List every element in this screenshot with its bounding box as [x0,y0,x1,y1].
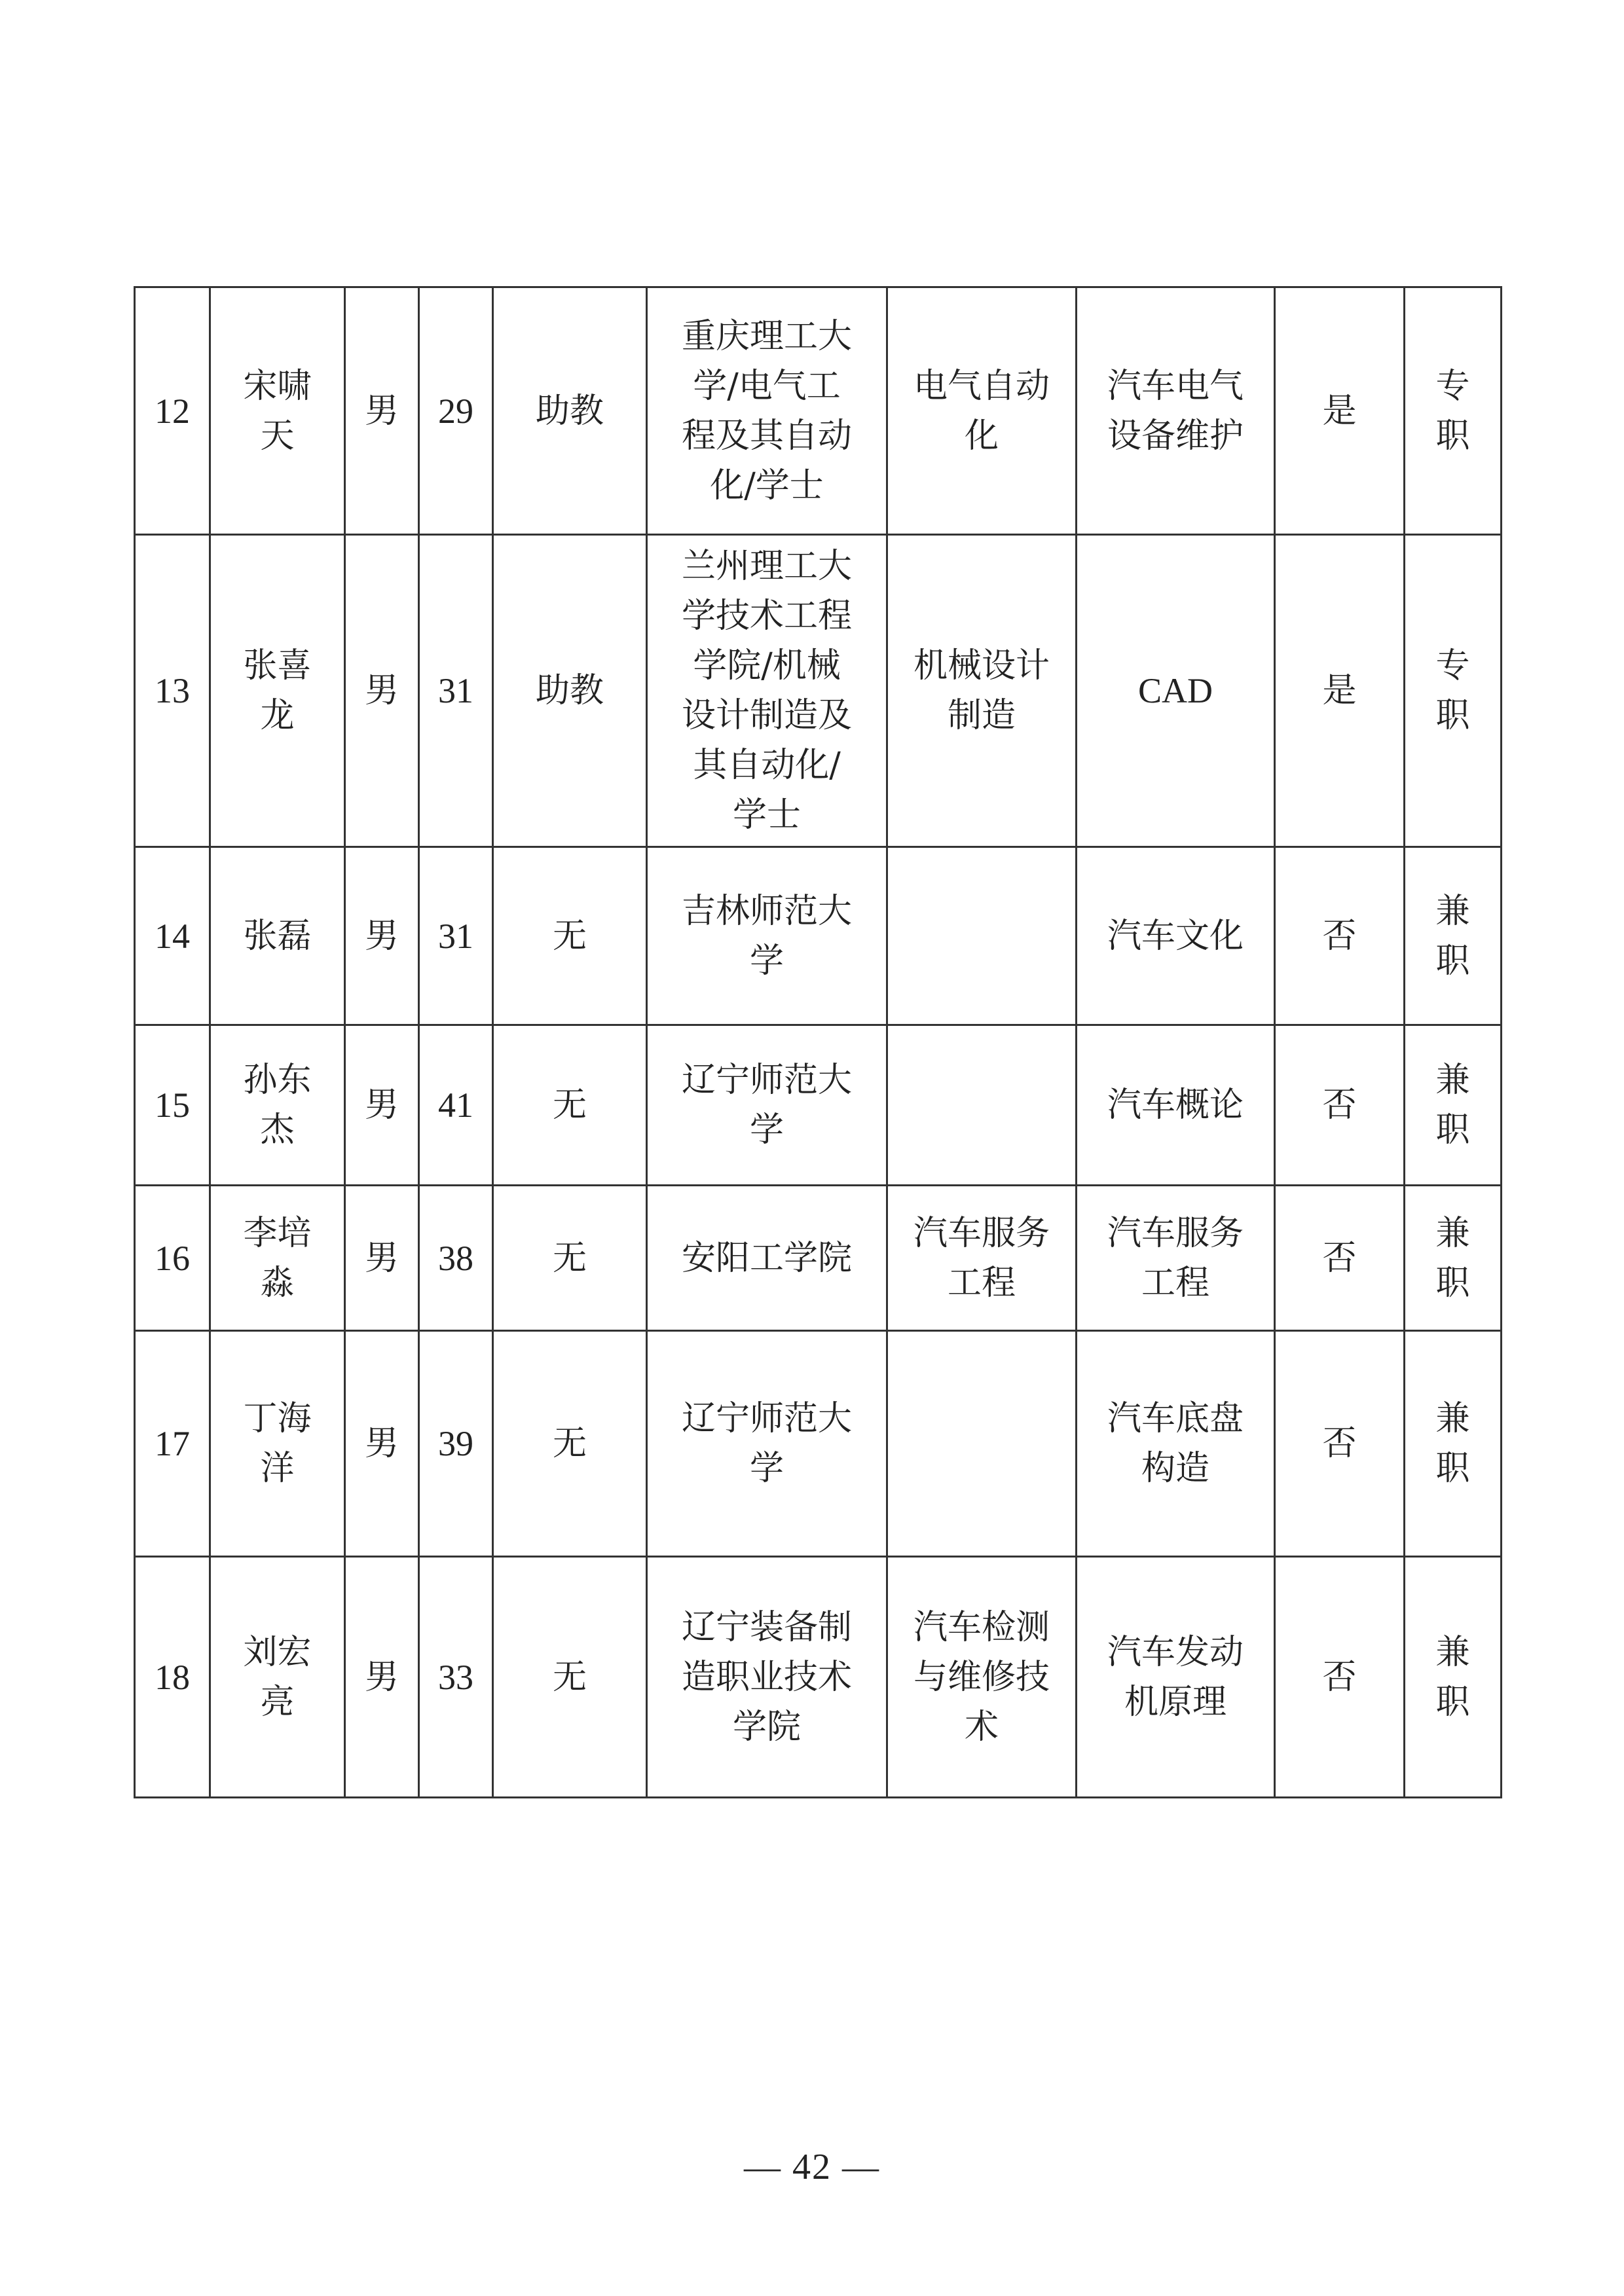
cell-dual-qualified: 是 [1275,287,1405,535]
cell-course: 汽车概论 [1077,1025,1275,1186]
cell-type: 兼 职 [1405,1557,1502,1798]
cell-age: 29 [419,287,493,535]
cell-dual-qualified: 否 [1275,1186,1405,1331]
table-row [135,287,1502,535]
cell-type: 专 职 [1405,287,1502,535]
cell-title: 助教 [493,535,647,847]
cell-no: 12 [135,287,210,535]
cell-education: 重庆理工大 学/电气工 程及其自动 化/学士 [647,287,887,535]
cell-course: CAD [1077,535,1275,847]
cell-gender: 男 [345,1557,419,1798]
cell-education: 安阳工学院 [647,1186,887,1331]
table-row [135,1557,1502,1798]
cell-age: 31 [419,535,493,847]
cell-type: 兼 职 [1405,1025,1502,1186]
cell-title: 无 [493,847,647,1025]
cell-major [887,1331,1077,1557]
cell-gender: 男 [345,847,419,1025]
cell-major: 机械设计 制造 [887,535,1077,847]
table-row [135,1186,1502,1331]
cell-course: 汽车底盘 构造 [1077,1331,1275,1557]
cell-title: 无 [493,1025,647,1186]
cell-course: 汽车服务 工程 [1077,1186,1275,1331]
cell-gender: 男 [345,1186,419,1331]
cell-no: 17 [135,1331,210,1557]
cell-type: 兼 职 [1405,847,1502,1025]
cell-no: 18 [135,1557,210,1798]
cell-age: 38 [419,1186,493,1331]
cell-name: 刘宏 亮 [210,1557,345,1798]
cell-title: 无 [493,1186,647,1331]
page-number: — 42 — [744,2147,880,2187]
cell-name: 宋啸 天 [210,287,345,535]
cell-type: 兼 职 [1405,1186,1502,1331]
cell-name: 李培 淼 [210,1186,345,1331]
cell-gender: 男 [345,287,419,535]
cell-major [887,1025,1077,1186]
cell-education: 兰州理工大 学技术工程 学院/机械 设计制造及 其自动化/ 学士 [647,535,887,847]
cell-dual-qualified: 否 [1275,847,1405,1025]
cell-education: 辽宁师范大 学 [647,1025,887,1186]
cell-type: 专 职 [1405,535,1502,847]
table-row [135,847,1502,1025]
cell-dual-qualified: 是 [1275,535,1405,847]
cell-name: 孙东 杰 [210,1025,345,1186]
cell-name: 张喜 龙 [210,535,345,847]
cell-title: 无 [493,1557,647,1798]
cell-title: 助教 [493,287,647,535]
cell-age: 41 [419,1025,493,1186]
cell-gender: 男 [345,1025,419,1186]
cell-no: 15 [135,1025,210,1186]
cell-education: 辽宁师范大 学 [647,1331,887,1557]
cell-gender: 男 [345,535,419,847]
cell-name: 丁海 洋 [210,1331,345,1557]
cell-dual-qualified: 否 [1275,1331,1405,1557]
cell-title: 无 [493,1331,647,1557]
cell-age: 33 [419,1557,493,1798]
cell-major: 电气自动 化 [887,287,1077,535]
cell-dual-qualified: 否 [1275,1557,1405,1798]
staff-table [134,286,1502,1798]
cell-age: 31 [419,847,493,1025]
cell-education: 吉林师范大 学 [647,847,887,1025]
cell-course: 汽车电气 设备维护 [1077,287,1275,535]
cell-major: 汽车检测 与维修技 术 [887,1557,1077,1798]
cell-course: 汽车发动 机原理 [1077,1557,1275,1798]
cell-gender: 男 [345,1331,419,1557]
table-row [135,1025,1502,1186]
cell-no: 16 [135,1186,210,1331]
cell-no: 14 [135,847,210,1025]
cell-major: 汽车服务 工程 [887,1186,1077,1331]
cell-course: 汽车文化 [1077,847,1275,1025]
cell-dual-qualified: 否 [1275,1025,1405,1186]
table-row [135,1331,1502,1557]
cell-name: 张磊 [210,847,345,1025]
cell-type: 兼 职 [1405,1331,1502,1557]
table-row [135,535,1502,847]
cell-age: 39 [419,1331,493,1557]
cell-no: 13 [135,535,210,847]
cell-major [887,847,1077,1025]
cell-education: 辽宁装备制 造职业技术 学院 [647,1557,887,1798]
